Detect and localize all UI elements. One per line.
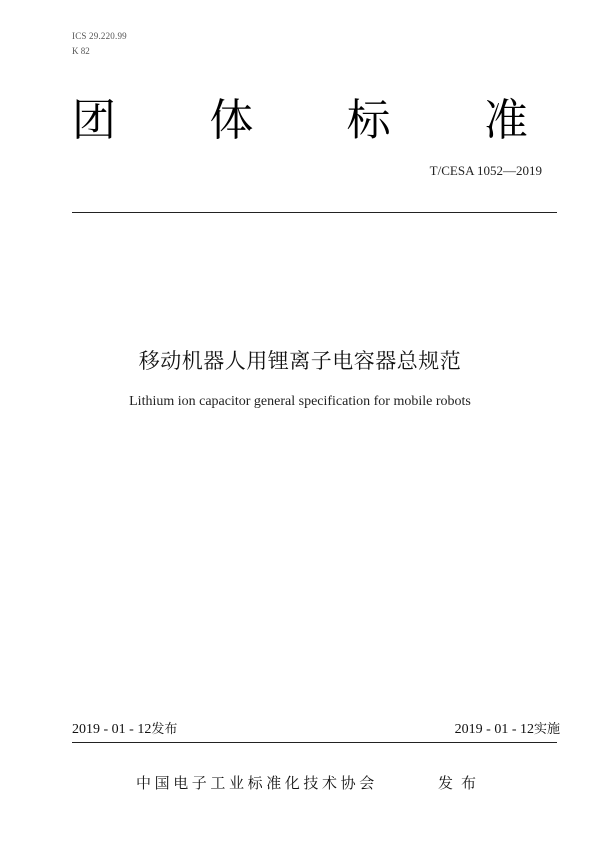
english-title: Lithium ion capacitor general specification for mobile robots xyxy=(129,394,471,409)
implementation-date-line xyxy=(455,718,560,738)
standard-type-title xyxy=(72,94,528,148)
title-char-2: 体 xyxy=(209,95,254,146)
implementation-label: 实施 xyxy=(533,722,560,737)
standard-number: T/CESA 1052—2019 xyxy=(429,163,542,178)
bottom-divider xyxy=(72,742,557,743)
ics-code: ICS 29.220.99 xyxy=(72,31,127,41)
top-divider xyxy=(72,212,557,213)
title-char-3: 标 xyxy=(346,95,391,146)
title-char-1: 团 xyxy=(72,95,116,146)
implementation-date: 2019 - 01 - 12 xyxy=(454,722,534,737)
title-char-4: 准 xyxy=(483,95,528,146)
ccs-code: K 82 xyxy=(72,46,90,56)
issue-date: 2019 - 01 - 12 xyxy=(72,722,152,737)
issue-label: 发布 xyxy=(151,722,178,737)
publish-label: 发布 xyxy=(438,774,485,792)
chinese-title: 移动机器人用锂离子电容器总规范 xyxy=(138,349,462,373)
publisher-name: 中国电子工业标准化技术协会 xyxy=(136,774,378,792)
issue-date-line xyxy=(72,718,177,738)
